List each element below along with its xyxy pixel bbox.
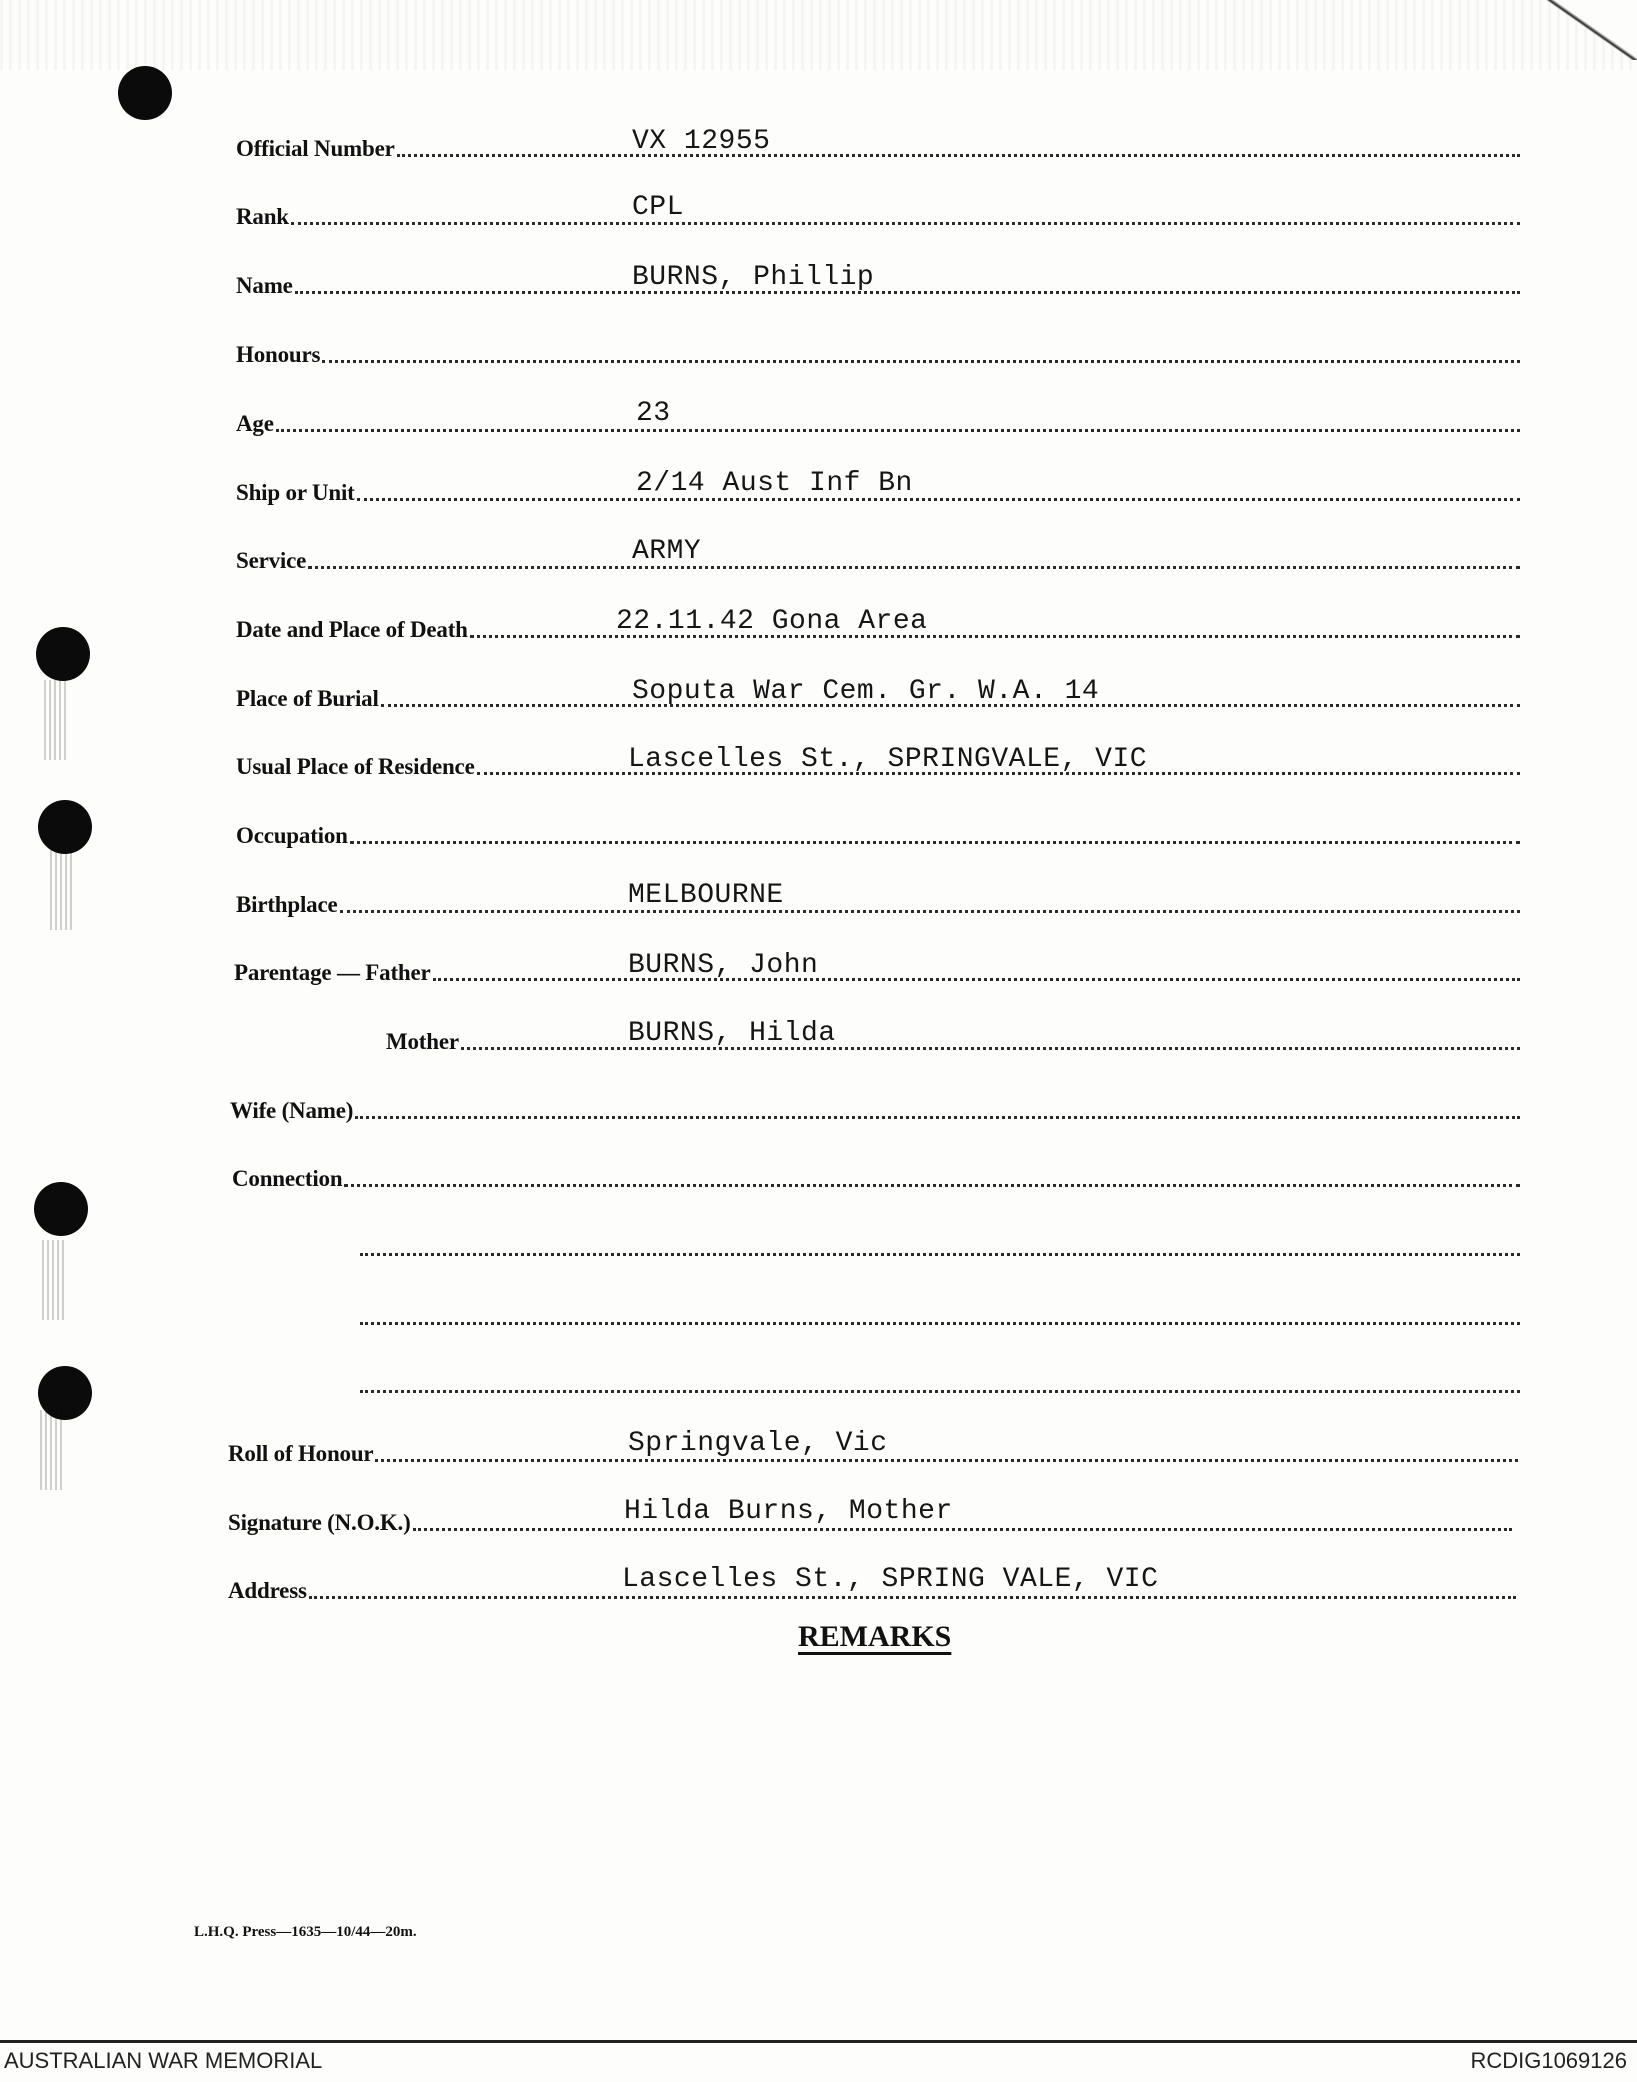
dotted-line	[344, 1178, 1520, 1187]
dotted-line	[360, 1247, 1520, 1256]
dotted-line	[308, 560, 1520, 569]
field-connection-line	[358, 1296, 1520, 1330]
field-value: 22.11.42 Gona Area	[616, 606, 928, 637]
dotted-line	[355, 1110, 1520, 1119]
field-label: Roll of Honour	[228, 1441, 374, 1466]
dotted-line	[433, 972, 1520, 981]
field-value: 23	[636, 398, 671, 429]
field-value: Hilda Burns, Mother	[624, 1496, 953, 1527]
field-connection	[232, 1158, 1520, 1192]
field-label: Birthplace	[236, 892, 338, 917]
field-label: Official Number	[236, 136, 395, 161]
field-official-number	[236, 128, 1520, 162]
dotted-line	[340, 904, 1521, 913]
scan-smear	[40, 1410, 62, 1490]
footer-rule	[0, 2040, 1637, 2043]
field-value: Lascelles St., SPRING VALE, VIC	[622, 1564, 1159, 1595]
field-value: Springvale, Vic	[628, 1428, 888, 1459]
field-label: Mother	[386, 1029, 459, 1054]
field-label: Usual Place of Residence	[236, 754, 475, 779]
field-label: Ship or Unit	[236, 480, 355, 505]
field-label: Name	[236, 273, 293, 298]
field-honours	[236, 334, 1520, 368]
field-value: BURNS, John	[628, 950, 819, 981]
scan-noise	[0, 0, 1637, 70]
field-label: Rank	[236, 204, 289, 229]
field-label: Connection	[232, 1166, 343, 1191]
field-value: CPL	[632, 192, 684, 223]
field-value: MELBOURNE	[628, 880, 784, 911]
dotted-line	[350, 835, 1520, 844]
footer-archive-name: AUSTRALIAN WAR MEMORIAL	[4, 2048, 323, 2073]
dotted-line	[360, 1316, 1520, 1325]
field-label: Service	[236, 548, 307, 573]
punch-hole	[36, 627, 90, 681]
field-connection-line	[358, 1364, 1520, 1398]
dotted-line	[461, 1041, 1520, 1050]
field-value: Soputa War Cem. Gr. W.A. 14	[632, 676, 1100, 707]
dotted-line	[360, 1384, 1520, 1393]
field-birthplace	[236, 884, 1520, 918]
scan-smear	[44, 680, 66, 760]
punch-hole	[118, 66, 172, 120]
field-label: Occupation	[236, 823, 348, 848]
field-rank	[236, 196, 1520, 230]
scan-smear	[42, 1240, 64, 1320]
field-age	[236, 403, 1520, 437]
field-value: 2/14 Aust Inf Bn	[636, 468, 913, 499]
scan-smear	[50, 850, 72, 930]
field-label: Address	[228, 1578, 307, 1603]
dotted-line	[413, 1522, 1512, 1531]
remarks-heading: REMARKS	[798, 1620, 952, 1653]
field-value: BURNS, Hilda	[628, 1018, 836, 1049]
field-service	[236, 540, 1520, 574]
field-name	[236, 265, 1520, 299]
field-value: BURNS, Phillip	[632, 262, 875, 293]
field-connection-line	[358, 1227, 1520, 1261]
field-label: Honours	[236, 342, 321, 367]
field-occupation	[236, 815, 1520, 849]
field-value: ARMY	[632, 536, 702, 567]
field-label: Age	[236, 411, 274, 436]
field-label: Parentage — Father	[234, 960, 431, 985]
field-label: Place of Burial	[236, 686, 379, 711]
field-value: VX 12955	[632, 126, 771, 157]
field-label: Date and Place of Death	[236, 617, 468, 642]
field-value: Lascelles St., SPRINGVALE, VIC	[628, 744, 1148, 775]
field-label: Wife (Name)	[230, 1098, 354, 1123]
dotted-line	[295, 285, 1520, 294]
punch-hole	[34, 1182, 88, 1236]
dotted-line	[357, 492, 1520, 501]
footer-record-id: RCDIG1069126	[1470, 2048, 1627, 2073]
field-mother	[234, 1021, 1520, 1055]
dotted-line	[291, 216, 1520, 225]
corner-fold	[1547, 0, 1637, 60]
field-label: Signature (N.O.K.)	[228, 1510, 411, 1535]
dotted-line	[322, 354, 1520, 363]
dotted-line	[397, 148, 1520, 157]
dotted-line	[375, 1453, 1518, 1462]
field-father	[234, 952, 1520, 986]
printer-note: L.H.Q. Press—1635—10/44—20m.	[194, 1924, 417, 1940]
dotted-line	[276, 423, 1520, 432]
punch-hole	[38, 800, 92, 854]
field-wife	[230, 1090, 1520, 1124]
